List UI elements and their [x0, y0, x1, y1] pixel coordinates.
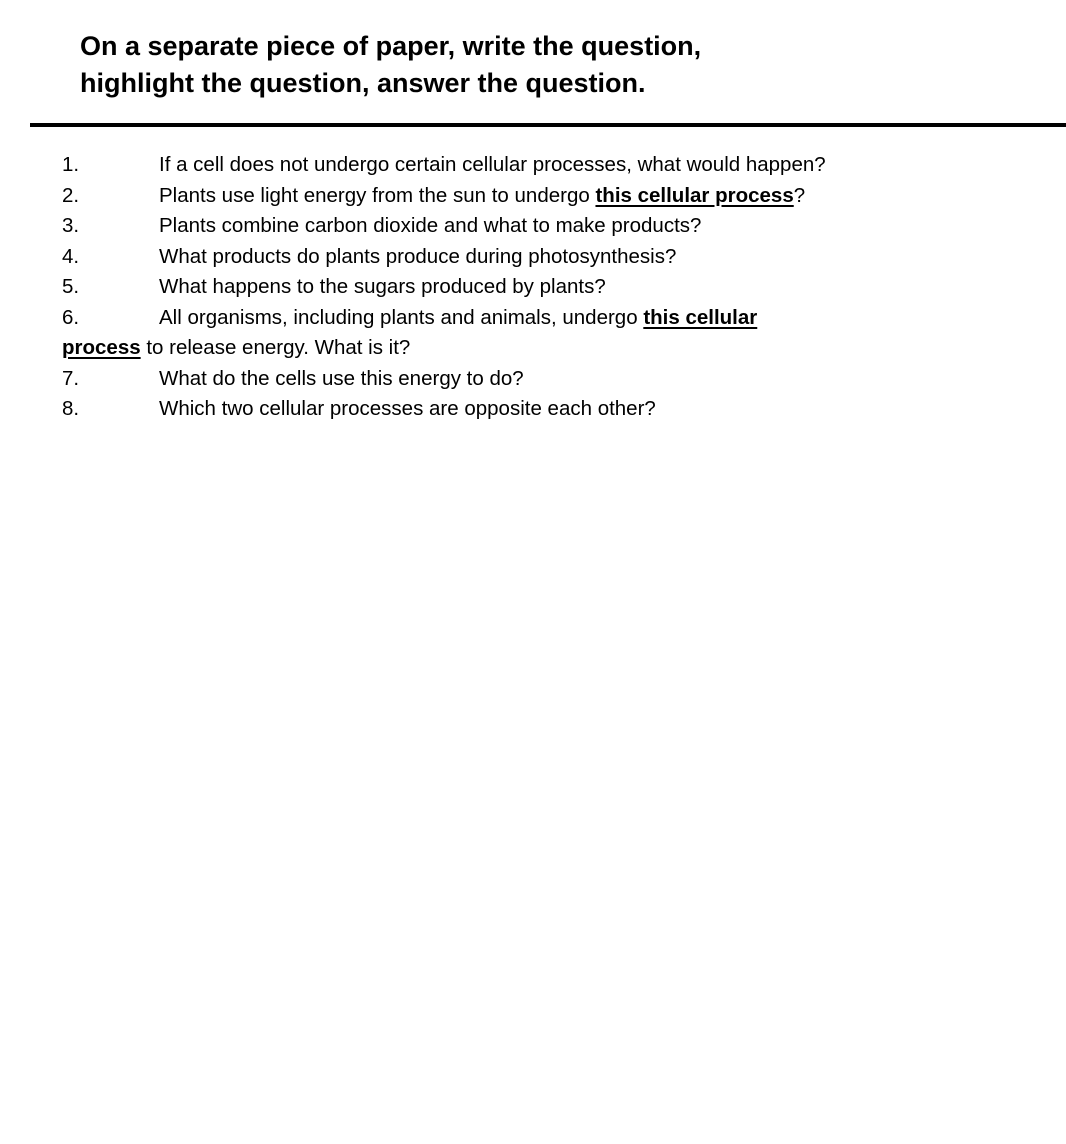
highlighted-term: this cellular — [643, 305, 758, 329]
question-number: 5. — [62, 275, 80, 298]
question-text: Which two cellular processes are opposite each other? — [159, 397, 656, 420]
question-item-7 — [62, 364, 1052, 395]
question-text: Plants use light energy from the sun to undergo — [159, 183, 596, 207]
question-item-8 — [62, 394, 1052, 425]
title-line-2: highlight the question, answer the question. — [80, 68, 646, 98]
question-number: 2. — [62, 183, 80, 207]
highlighted-term: this cellular process — [595, 183, 794, 207]
question-text: All organisms, including plants and animals, undergo — [159, 305, 644, 329]
question-text: If a cell does not undergo certain cellular processes, what would happen? — [159, 153, 826, 176]
question-list — [62, 150, 1052, 425]
question-text: What do the cells use this energy to do? — [159, 366, 524, 390]
horizontal-divider — [30, 123, 1066, 127]
question-item-4 — [62, 242, 1052, 273]
highlighted-term-continued: process — [62, 336, 141, 359]
question-number: 8. — [62, 397, 80, 420]
question-item-2 — [62, 181, 1052, 212]
question-number: 4. — [62, 244, 80, 268]
question-text: Plants combine carbon dioxide and what to make products? — [159, 214, 702, 237]
question-item-3 — [62, 211, 1052, 242]
question-text-end: to release energy. What is it? — [140, 336, 411, 359]
question-number: 6. — [62, 305, 80, 329]
question-number: 7. — [62, 366, 80, 390]
question-text-end: ? — [793, 183, 806, 207]
page-title — [80, 28, 1040, 102]
question-number: 3. — [62, 214, 80, 237]
question-text: What products do plants produce during photosynthesis? — [159, 244, 677, 268]
question-item-5 — [62, 272, 1052, 303]
title-line-1: On a separate piece of paper, write the question, — [80, 31, 702, 61]
question-item-1 — [62, 150, 1052, 181]
question-item-6 — [62, 303, 922, 364]
question-text: What happens to the sugars produced by plants? — [159, 275, 606, 298]
question-number: 1. — [62, 153, 80, 176]
